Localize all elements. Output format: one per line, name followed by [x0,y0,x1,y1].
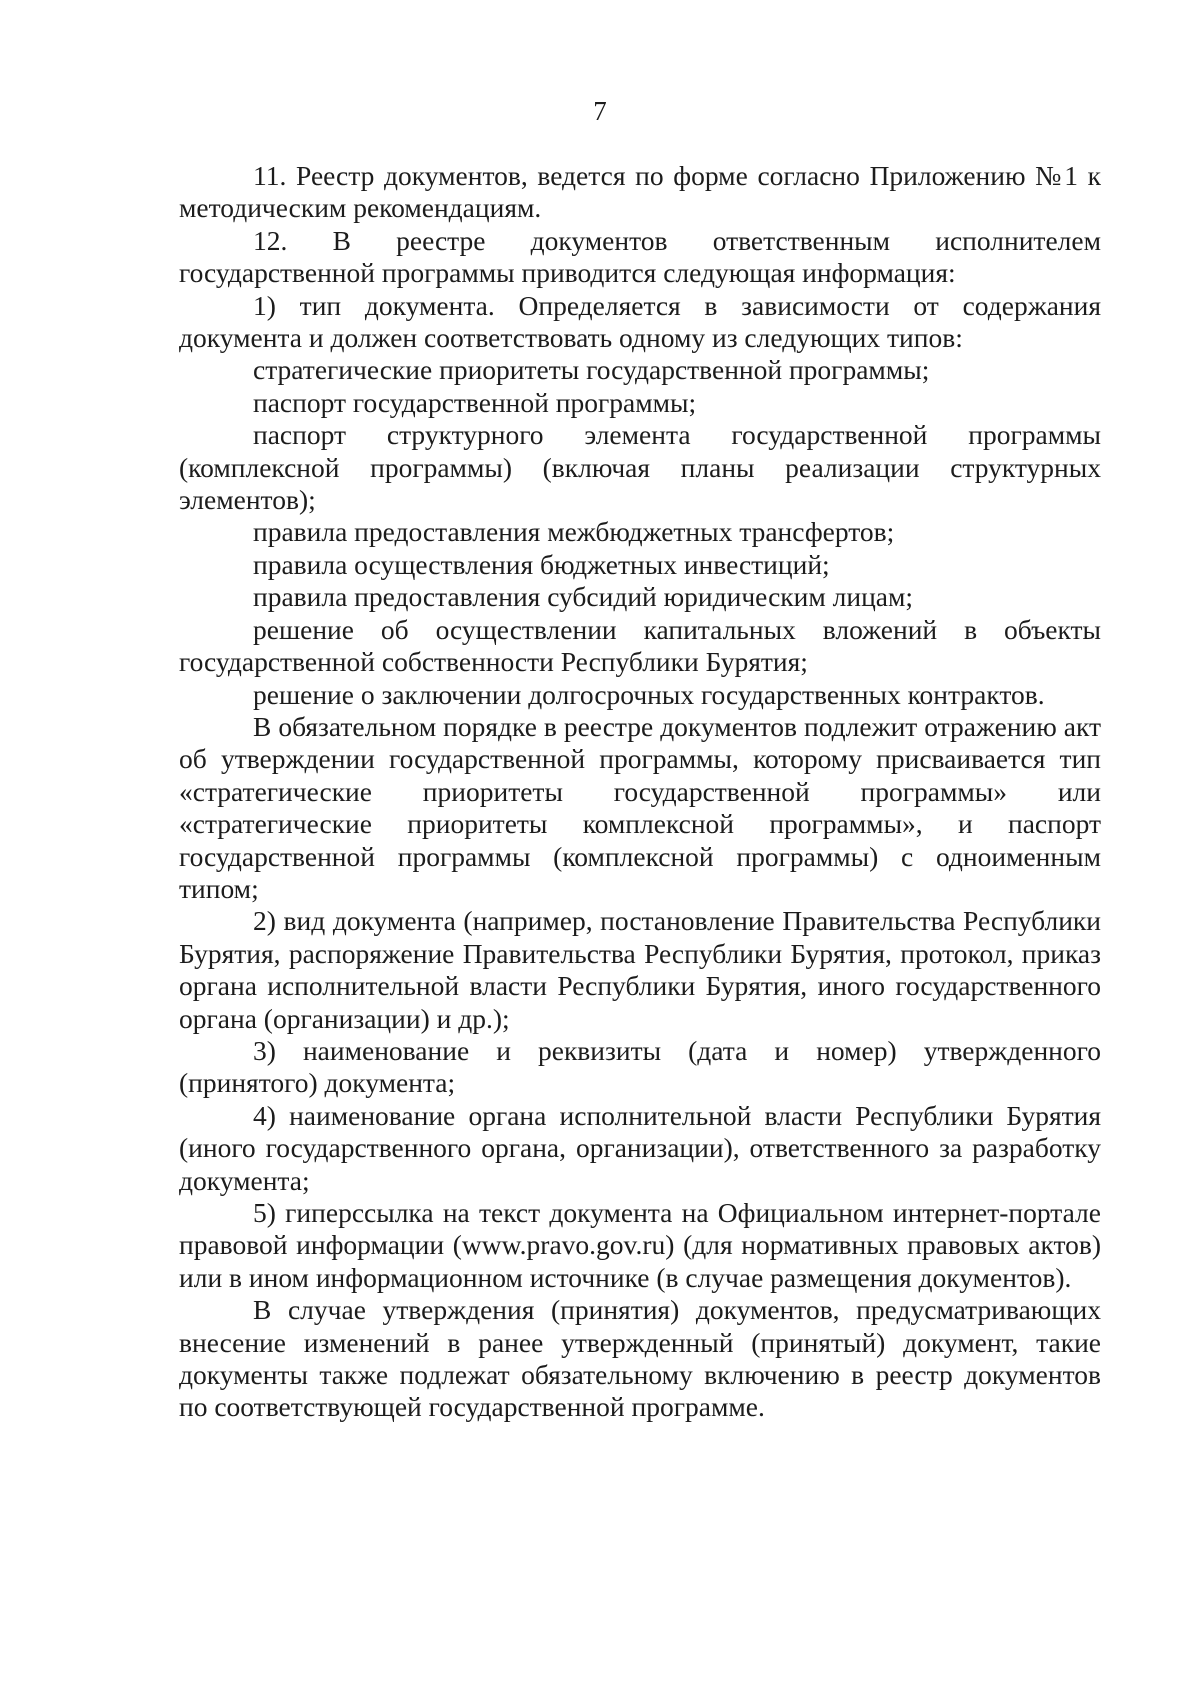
mandatory-reflection-paragraph: В обязательном порядке в реестре документов подлежит отражению акт об утверждении государственной программы, которому присваивается тип «стратегические приоритеты государственной программы» или «стратегические приоритеты комплексной программы», и паспорт государственной программы (комплексной программы) с одноименным типом; [179,710,1101,904]
item-2-document-kind: 2) вид документа (например, постановление Правительства Республики Бурятия, распоряжение Правительства Республики Бурятия, протокол, приказ органа исполнительной власти Республики Бурятия, иного государственного органа (организации) и др.); [179,905,1101,1034]
page-number: 7 [593,96,607,126]
type-interbudget-transfers: правила предоставления межбюджетных трансфертов; [253,516,895,548]
item-5-hyperlink: 5) гиперссылка на текст документа на Официальном интернет-портале правовой информации (www.pravo.gov.ru) (для нормативных правовых актов) или в ином информационном источнике (в случае размещения документов). [179,1197,1101,1293]
item-3-document-details: 3) наименование и реквизиты (дата и номер) утвержденного (принятого) документа; [179,1034,1101,1099]
paragraph-11: 11. Реестр документов, ведется по форме согласно Приложению №1 к методическим рекомендациям. [179,160,1101,224]
type-budget-investments: правила осуществления бюджетных инвестиций; [253,548,830,580]
type-subsidies: правила предоставления субсидий юридическим лицам; [253,581,914,613]
type-program-passport: паспорт государственной программы; [253,386,697,418]
item-4-responsible-body: 4) наименование органа исполнительной власти Республики Бурятия (иного государственного органа, организации), ответственного за разработку документа; [179,1099,1101,1196]
item-1-document-type: 1) тип документа. Определяется в зависимости от содержания документа и должен соответствовать одному из следующих типов: [179,289,1101,354]
amendments-paragraph: В случае утверждения (принятия) документов, предусматривающих внесение изменений в ранее утвержденный (принятый) документ, такие документы также подлежат обязательному включению в реестр документов по соответствующей государственной программе. [179,1294,1101,1423]
type-long-term-contracts: решение о заключении долгосрочных государственных контрактов. [253,678,1045,710]
paragraph-12: 12. В реестре документов ответственным исполнителем государственной программы приводится следующая информация: [179,224,1101,289]
document-body [179,160,1101,1424]
type-structural-element-passport: паспорт структурного элемента государственной программы (комплексной программы) (включая планы реализации структурных элементов); [179,419,1101,516]
type-capital-investments: решение об осуществлении капитальных вложений в объекты государственной собственности Республики Бурятия; [179,613,1101,678]
type-strategic-priorities: стратегические приоритеты государственной программы; [253,354,930,386]
